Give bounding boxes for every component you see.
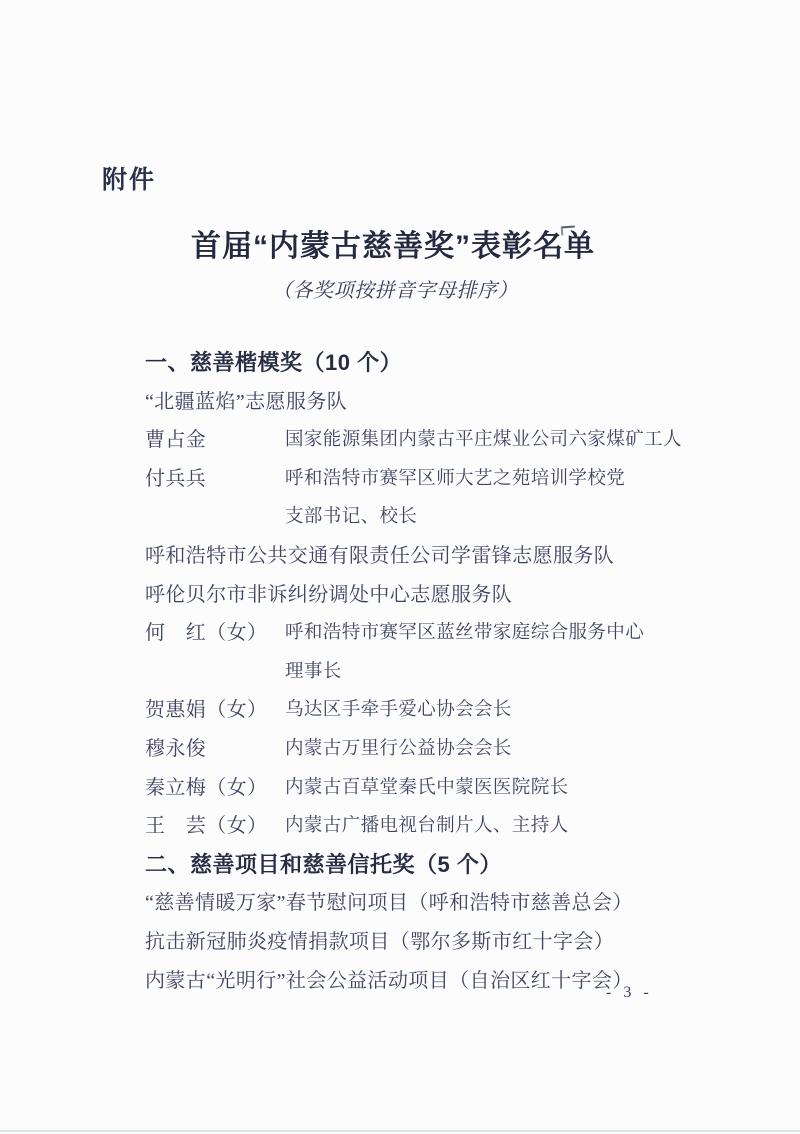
awardee-desc-line: 乌达区手牵手爱心协会会长 xyxy=(285,700,512,721)
awardee-desc-line: 呼和浩特市赛罕区蓝丝带家庭综合服务中心 xyxy=(285,623,645,644)
awardee-name: 曹占金 xyxy=(145,429,207,452)
awardee-desc-line: 理事长 xyxy=(285,661,342,682)
scan-artifact-mark xyxy=(561,226,576,236)
awardee-desc xyxy=(285,730,675,769)
awardee-name: 王 芸（女） xyxy=(145,815,268,838)
awardee-desc-line: 国家能源集团内蒙古平庄煤业公司六家煤矿工人 xyxy=(285,430,682,451)
awardee-desc xyxy=(285,691,675,730)
awardee-desc xyxy=(285,421,682,460)
awardee-desc-line: 呼和浩特市赛罕区师大艺之苑培训学校党 xyxy=(285,468,626,489)
awardee-desc xyxy=(285,807,675,846)
awardee-name: 付兵兵 xyxy=(145,467,207,490)
scan-bottom-edge xyxy=(0,1130,800,1132)
award-entry: 呼伦贝尔市非诉纠纷调处中心志愿服务队 xyxy=(145,583,513,606)
page-title: 首届“内蒙古慈善奖”表彰名单 xyxy=(191,230,595,263)
awardee-desc-line: 内蒙古广播电视台制片人、主持人 xyxy=(285,816,569,837)
awardee-desc xyxy=(285,460,675,537)
award-entry: 抗击新冠肺炎疫情捐款项目（鄂尔多斯市红十字会） xyxy=(145,930,615,953)
awardee-name: 贺惠娟（女） xyxy=(145,699,268,722)
award-entry: “北疆蓝焰”志愿服务队 xyxy=(145,390,348,413)
award-entry xyxy=(145,614,675,691)
awardee-desc xyxy=(285,614,675,691)
award-entry: “慈善情暖万家”春节慰问项目（呼和浩特市慈善总会） xyxy=(145,892,633,915)
awardee-name: 秦立梅（女） xyxy=(145,776,268,799)
page-number: - 3 - xyxy=(606,984,653,1001)
award-entry xyxy=(145,807,675,846)
section-heading-2: 二、慈善项目和慈善信托奖（5 个） xyxy=(145,851,502,877)
attachment-label: 附件 xyxy=(102,166,157,194)
awardee-desc-line: 内蒙古百草堂秦氏中蒙医医院院长 xyxy=(285,777,569,798)
award-entry xyxy=(145,421,682,460)
award-entry xyxy=(145,460,675,537)
page-subtitle: （各奖项按拼音字母排序） xyxy=(272,280,518,302)
section-heading-1: 一、慈善楷模奖（10 个） xyxy=(145,350,403,375)
award-entry xyxy=(145,691,675,730)
awardee-desc-line: 内蒙古万里行公益协会会长 xyxy=(285,738,512,759)
award-entry xyxy=(145,769,675,808)
awardee-name: 何 红（女） xyxy=(145,622,268,645)
awardee-desc xyxy=(285,769,675,808)
awardee-name: 穆永俊 xyxy=(145,737,207,760)
award-entry xyxy=(145,730,675,769)
award-entry: 呼和浩特市公共交通有限责任公司学雷锋志愿服务队 xyxy=(145,544,615,567)
award-entry: 内蒙古“光明行”社会公益活动项目（自治区红十字会） xyxy=(145,969,633,992)
document-body xyxy=(145,344,682,1000)
awardee-desc-line: 支部书记、校长 xyxy=(285,507,418,528)
